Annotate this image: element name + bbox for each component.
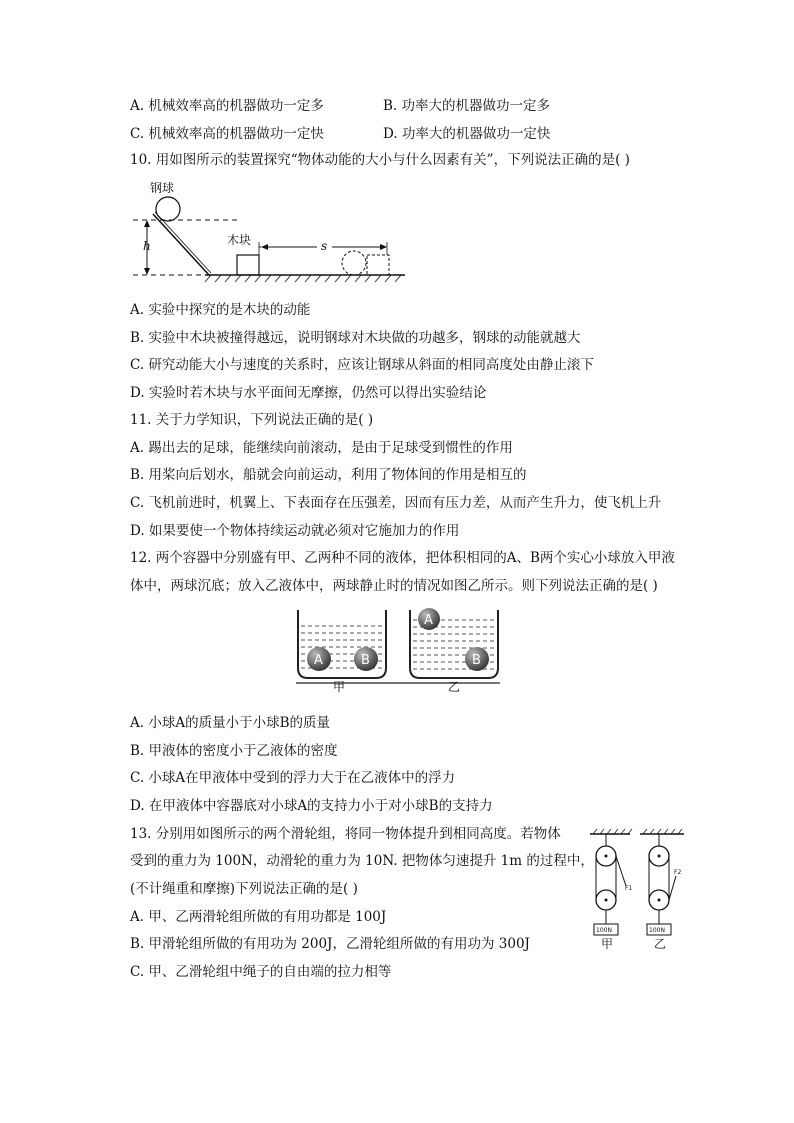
ball-a-yi-label: A [424,613,433,628]
q10-option-b: B. 实验中木块被撞得越远，说明钢球对木块做的功越多，钢球的动能就越大 [130,330,581,346]
h-label: h [143,239,151,253]
q11-option-c: C. 飞机前进时，机翼上、下表面存在压强差，因而有压力差，从而产生升力，使飞机上升 [130,495,662,511]
q12-option-d: D. 在甲液体中容器底对小球A的支持力小于对小球B的支持力 [130,798,493,814]
q10-figure-incline [125,178,415,288]
pulley-system-jia [590,829,632,951]
container-jia [298,610,386,678]
q12-stem-line2: 体中，两球沉底；放入乙液体中，两球静止时的情况如图乙所示。则下列说法正确的是( ) [130,578,658,594]
q10-option-c: C. 研究动能大小与速度的关系时，应该让钢球从斜面的相同高度处由静止滚下 [130,357,594,373]
block-dashed-position [367,255,389,275]
q12-option-c: C. 小球A在甲液体中受到的浮力大于在乙液体中的浮力 [130,770,456,786]
q13-option-a: A. 甲、乙两滑轮组所做的有用功都是 100J [130,909,387,925]
pulley-yi-label: 乙 [654,937,667,951]
q9-option-a: A. 机械效率高的机器做功一定多 [130,98,324,114]
ball-b-yi-label: B [472,653,481,668]
q12-option-b: B. 甲液体的密度小于乙液体的密度 [130,743,338,759]
q9-option-d: D. 功率大的机器做功一定快 [383,126,551,142]
q13-option-b: B. 甲滑轮组所做的有用功为 200J，乙滑轮组所做的有用功为 300J [130,936,530,952]
q12-option-a: A. 小球A的质量小于小球B的质量 [130,715,331,731]
force-f2-label: F2 [674,869,682,876]
q10-option-d: D. 实验时若木块与水平面间无摩擦，仍然可以得出实验结论 [130,385,487,401]
q9-option-b: B. 功率大的机器做功一定多 [383,98,551,114]
container-jia-label: 甲 [333,680,346,694]
q13-stem-line3: (不计绳重和摩擦)下列说法正确的是( ) [130,881,358,897]
s-label: s [321,239,328,253]
incline-ramp [153,214,209,275]
q11-option-b: B. 用桨向后划水，船就会向前运动，利用了物体间的作用是相互的 [130,467,527,483]
ball-b-jia-label: B [361,653,370,668]
q9-option-c: C. 机械效率高的机器做功一定快 [130,126,324,142]
ball-dashed-position [342,251,366,275]
force-f1-label: F1 [625,885,633,892]
q11-stem: 11. 关于力学知识，下列说法正确的是( ) [130,412,374,428]
wood-block-label: 木块 [227,233,252,247]
q10-option-a: A. 实验中探究的是木块的动能 [130,302,311,318]
pulley-system-yi [640,829,684,951]
weight-label-jia: 100N [596,927,612,934]
q13-figure-pulleys [588,828,688,954]
q12-figure-containers [290,604,505,692]
ball-a-jia-label: A [314,653,323,668]
q13-stem-line1: 13. 分别用如图所示的两个滑轮组，将同一物体提升到相同高度。若物体 [130,826,561,842]
container-yi [410,608,498,678]
q12-stem-line1: 12. 两个容器中分别盛有甲、乙两种不同的液体，把体积相同的A、B两个实心小球放入甲液 [130,550,675,566]
q10-stem: 10. 用如图所示的装置探究“物体动能的大小与什么因素有关”，下列说法正确的是( ) [130,152,630,168]
pulley-jia-label: 甲 [601,937,614,951]
q11-option-d: D. 如果要使一个物体持续运动就必须对它施加力的作用 [130,523,460,539]
steel-ball-label: 钢球 [150,181,175,195]
container-yi-label: 乙 [448,680,461,694]
q13-option-c: C. 甲、乙滑轮组中绳子的自由端的拉力相等 [130,964,392,980]
q11-option-a: A. 踢出去的足球，能继续向前滚动，是由于足球受到惯性的作用 [130,440,513,456]
q13-stem-line2: 受到的重力为 100N，动滑轮的重力为 10N. 把物体匀速提升 1m 的过程中， [130,853,594,869]
ground-hatch [205,275,401,282]
weight-label-yi: 100N [649,927,665,934]
wood-block [237,255,259,275]
